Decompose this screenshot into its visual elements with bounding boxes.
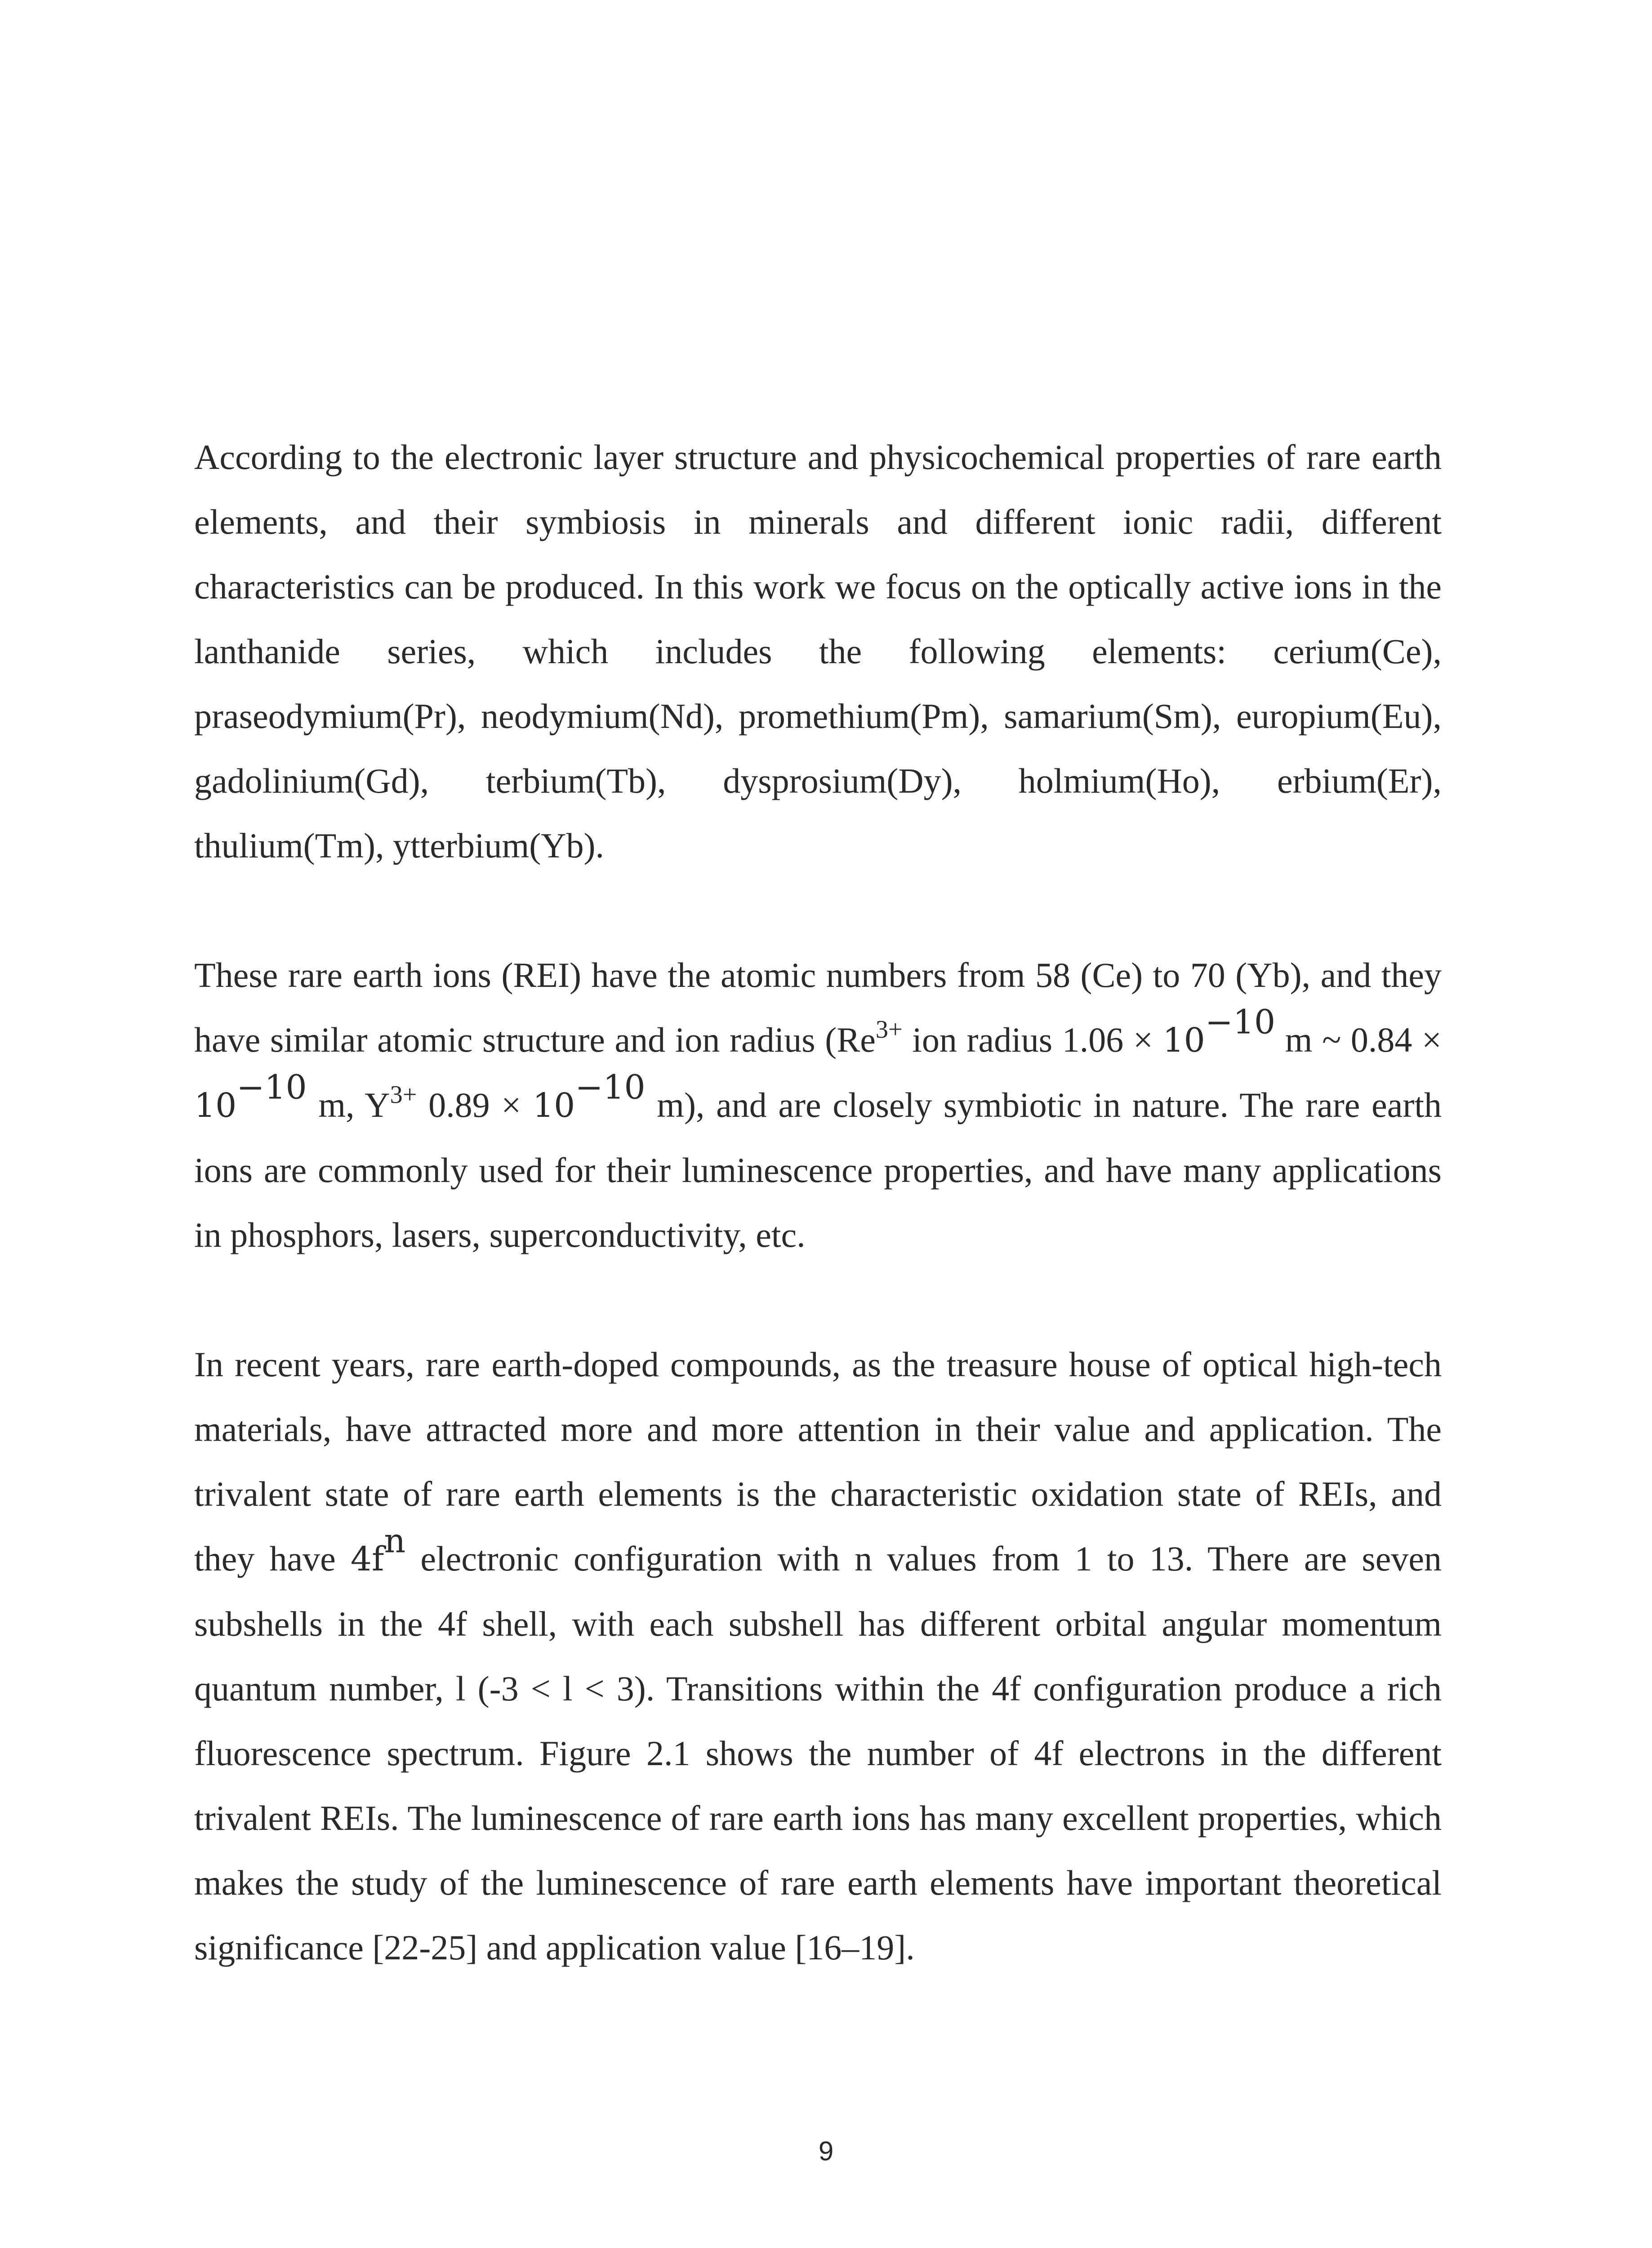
superscript: n (384, 1521, 406, 1561)
math-base: 10 (532, 1086, 575, 1125)
text-run: 0.89 × (417, 1085, 533, 1124)
text-run: In recent years, rare earth-doped compounds, as the treasure house of optical high-tech materials, have attracted more and more attention in their value and application. The trivalent state of rare earth elements is the characteristic oxidation state of REIs, and they have (194, 1345, 1442, 1578)
math-base: 10 (1162, 1021, 1205, 1060)
text-run: These rare earth ions (REI) have the atomic numbers from 58 (Ce) to 70 (Yb), and they have similar atomic structure and ion radius (Re (194, 955, 1442, 1059)
paragraph-rare-earth-ions (194, 943, 1442, 1267)
page-number: 9 (818, 2136, 834, 2166)
superscript: 3+ (390, 1081, 417, 1109)
superscript: −10 (575, 1068, 646, 1107)
text-run: electronic configuration with n values from 1 to 13. There are seven subshells in the 4f shell, with each subshell has different orbital angular momentum quantum number, l (-3 < l < 3). Transitions within the 4f configuration produce a rich fluorescence spectrum. Figure 2.1 shows the number of 4f electrons in the different trivalent REIs. The luminescence of rare earth ions has many excellent properties, which makes the study of the luminescence of rare earth elements have important theoretical significance [22-25] and application value [16–19]. (194, 1539, 1442, 1967)
paragraph-rare-earth-compounds (194, 1332, 1442, 1980)
body-text (194, 425, 1442, 1980)
text-run: m ~ 0.84 × (1275, 1020, 1442, 1059)
superscript: −10 (236, 1068, 307, 1107)
superscript: −10 (1205, 1003, 1276, 1042)
text-run: ion radius 1.06 × (902, 1020, 1163, 1059)
text-run: m), and are closely symbiotic in nature. The rare earth ions are commonly used for their luminescence properties, and have many applications in phosphors, lasers, superconductivity, etc. (194, 1085, 1442, 1254)
text-run: m, Y (307, 1085, 390, 1124)
math-base: 4f (350, 1540, 384, 1579)
paragraph-rare-earth-intro: According to the electronic layer structure and physicochemical properties of rare earth elements, and their symbiosis in minerals and different ionic radii, different characteristics can be produced. In this work we focus on the optically active ions in the lanthanide series, which includes the following elements: cerium(Ce), praseodymium(Pr), neodymium(Nd), promethium(Pm), samarium(Sm), europium(Eu), gadolinium(Gd), terbium(Tb), dysprosium(Dy), holmium(Ho), erbium(Er), thulium(Tm), ytterbium(Yb). (194, 437, 1442, 865)
math-base: 10 (194, 1086, 237, 1125)
superscript: 3+ (875, 1016, 903, 1044)
